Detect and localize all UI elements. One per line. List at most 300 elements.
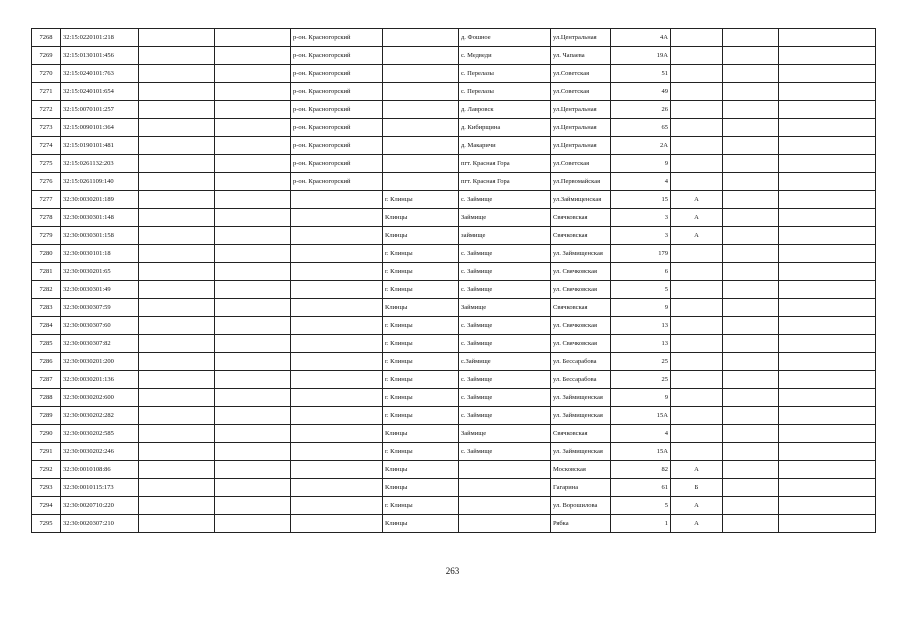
table-row — [32, 173, 876, 191]
empty-cell — [139, 83, 215, 101]
empty-cell — [215, 155, 291, 173]
empty-cell — [139, 515, 215, 533]
empty-cell — [139, 245, 215, 263]
district-cell: р-он. Красногорский — [291, 47, 383, 65]
house-number-cell: 9 — [611, 389, 671, 407]
empty-cell — [779, 515, 876, 533]
empty-cell — [215, 29, 291, 47]
empty-cell — [215, 173, 291, 191]
city-cell: г. Клинцы — [383, 263, 459, 281]
street-cell: Свячковская — [551, 227, 611, 245]
house-number-cell: 19А — [611, 47, 671, 65]
cadastral-number-cell: 32:15:0190101:481 — [61, 137, 139, 155]
cadastral-number-cell: 32:30:0030307:59 — [61, 299, 139, 317]
empty-cell — [779, 281, 876, 299]
empty-cell — [139, 47, 215, 65]
empty-cell — [723, 83, 779, 101]
district-cell — [291, 227, 383, 245]
empty-cell — [723, 515, 779, 533]
street-cell: ул.Советская — [551, 83, 611, 101]
empty-cell — [779, 191, 876, 209]
district-cell: р-он. Красногорский — [291, 119, 383, 137]
house-number-cell: 82 — [611, 461, 671, 479]
letter-cell — [671, 245, 723, 263]
district-cell — [291, 443, 383, 461]
cadastral-number-cell: 32:30:0030201:189 — [61, 191, 139, 209]
empty-cell — [139, 335, 215, 353]
row-number-cell: 7276 — [32, 173, 61, 191]
table-row — [32, 263, 876, 281]
empty-cell — [139, 65, 215, 83]
city-cell: г. Клинцы — [383, 335, 459, 353]
house-number-cell: 49 — [611, 83, 671, 101]
empty-cell — [215, 461, 291, 479]
empty-cell — [215, 497, 291, 515]
street-cell: Свячковская — [551, 425, 611, 443]
settlement-cell: с. Медведи — [459, 47, 551, 65]
empty-cell — [215, 317, 291, 335]
row-number-cell: 7271 — [32, 83, 61, 101]
empty-cell — [139, 191, 215, 209]
table-row — [32, 335, 876, 353]
table-row — [32, 191, 876, 209]
settlement-cell: с. Займище — [459, 263, 551, 281]
empty-cell — [779, 353, 876, 371]
settlement-cell: с. Перелазы — [459, 83, 551, 101]
letter-cell — [671, 371, 723, 389]
city-cell: г. Клинцы — [383, 281, 459, 299]
empty-cell — [723, 65, 779, 83]
row-number-cell: 7289 — [32, 407, 61, 425]
house-number-cell: 1 — [611, 515, 671, 533]
house-number-cell: 4А — [611, 29, 671, 47]
city-cell — [383, 119, 459, 137]
empty-cell — [215, 299, 291, 317]
empty-cell — [723, 245, 779, 263]
settlement-cell: с. Займище — [459, 317, 551, 335]
cadastral-number-cell: 32:30:0030202:246 — [61, 443, 139, 461]
letter-cell — [671, 29, 723, 47]
empty-cell — [215, 353, 291, 371]
house-number-cell: 51 — [611, 65, 671, 83]
settlement-cell: д. Макаричи — [459, 137, 551, 155]
empty-cell — [779, 497, 876, 515]
row-number-cell: 7273 — [32, 119, 61, 137]
letter-cell: А — [671, 461, 723, 479]
cadastral-number-cell: 32:30:0030201:65 — [61, 263, 139, 281]
empty-cell — [139, 425, 215, 443]
empty-cell — [215, 101, 291, 119]
empty-cell — [723, 317, 779, 335]
empty-cell — [723, 137, 779, 155]
cadastral-number-cell: 32:15:0261132:203 — [61, 155, 139, 173]
empty-cell — [215, 209, 291, 227]
house-number-cell: 4 — [611, 425, 671, 443]
street-cell: Гагарина — [551, 479, 611, 497]
empty-cell — [723, 227, 779, 245]
district-cell — [291, 209, 383, 227]
empty-cell — [139, 461, 215, 479]
empty-cell — [139, 479, 215, 497]
district-cell — [291, 245, 383, 263]
empty-cell — [215, 47, 291, 65]
street-cell: ул.Советская — [551, 65, 611, 83]
empty-cell — [779, 317, 876, 335]
empty-cell — [215, 443, 291, 461]
settlement-cell: д. Кибирщина — [459, 119, 551, 137]
street-cell: ул.Советская — [551, 155, 611, 173]
house-number-cell: 5 — [611, 281, 671, 299]
settlement-cell: с. Займище — [459, 335, 551, 353]
empty-cell — [215, 335, 291, 353]
empty-cell — [779, 227, 876, 245]
row-number-cell: 7275 — [32, 155, 61, 173]
district-cell — [291, 515, 383, 533]
settlement-cell: займище — [459, 227, 551, 245]
table-row — [32, 353, 876, 371]
empty-cell — [779, 299, 876, 317]
empty-cell — [723, 497, 779, 515]
district-cell — [291, 497, 383, 515]
city-cell — [383, 101, 459, 119]
empty-cell — [215, 191, 291, 209]
letter-cell — [671, 443, 723, 461]
table-row — [32, 245, 876, 263]
letter-cell — [671, 407, 723, 425]
empty-cell — [723, 191, 779, 209]
cadastral-number-cell: 32:15:0130101:456 — [61, 47, 139, 65]
registry-table — [31, 28, 876, 533]
empty-cell — [723, 155, 779, 173]
street-cell: ул. Займищенская — [551, 407, 611, 425]
settlement-cell: Займище — [459, 425, 551, 443]
empty-cell — [215, 119, 291, 137]
city-cell: Клинцы — [383, 299, 459, 317]
house-number-cell: 3 — [611, 227, 671, 245]
empty-cell — [139, 137, 215, 155]
district-cell: р-он. Красногорский — [291, 83, 383, 101]
table-row — [32, 317, 876, 335]
row-number-cell: 7293 — [32, 479, 61, 497]
empty-cell — [779, 83, 876, 101]
empty-cell — [215, 83, 291, 101]
table-row — [32, 227, 876, 245]
empty-cell — [779, 335, 876, 353]
settlement-cell: пгт. Красная Гора — [459, 173, 551, 191]
empty-cell — [215, 407, 291, 425]
street-cell: ул.Центральная — [551, 101, 611, 119]
cadastral-number-cell: 32:15:0261109:140 — [61, 173, 139, 191]
district-cell — [291, 371, 383, 389]
empty-cell — [139, 389, 215, 407]
table-row — [32, 29, 876, 47]
district-cell — [291, 389, 383, 407]
house-number-cell: 179 — [611, 245, 671, 263]
district-cell — [291, 263, 383, 281]
row-number-cell: 7270 — [32, 65, 61, 83]
table-row — [32, 155, 876, 173]
row-number-cell: 7269 — [32, 47, 61, 65]
empty-cell — [723, 119, 779, 137]
letter-cell — [671, 137, 723, 155]
empty-cell — [779, 29, 876, 47]
house-number-cell: 15А — [611, 407, 671, 425]
street-cell: ул.Центральная — [551, 29, 611, 47]
settlement-cell: с. Перелазы — [459, 65, 551, 83]
row-number-cell: 7280 — [32, 245, 61, 263]
empty-cell — [779, 65, 876, 83]
city-cell: г. Клинцы — [383, 389, 459, 407]
letter-cell — [671, 83, 723, 101]
empty-cell — [723, 281, 779, 299]
cadastral-number-cell: 32:30:0030101:18 — [61, 245, 139, 263]
row-number-cell: 7283 — [32, 299, 61, 317]
cadastral-number-cell: 32:30:0030201:200 — [61, 353, 139, 371]
empty-cell — [723, 101, 779, 119]
table-row — [32, 281, 876, 299]
cadastral-number-cell: 32:30:0030301:148 — [61, 209, 139, 227]
empty-cell — [779, 389, 876, 407]
empty-cell — [215, 227, 291, 245]
empty-cell — [779, 209, 876, 227]
table-row — [32, 515, 876, 533]
settlement-cell: с. Займище — [459, 443, 551, 461]
settlement-cell: Займище — [459, 299, 551, 317]
letter-cell: А — [671, 227, 723, 245]
city-cell: г. Клинцы — [383, 191, 459, 209]
table-row — [32, 371, 876, 389]
letter-cell — [671, 101, 723, 119]
district-cell: р-он. Красногорский — [291, 65, 383, 83]
house-number-cell: 25 — [611, 371, 671, 389]
street-cell: ул. Свячковская — [551, 263, 611, 281]
house-number-cell: 2А — [611, 137, 671, 155]
empty-cell — [779, 47, 876, 65]
empty-cell — [723, 425, 779, 443]
cadastral-number-cell: 32:30:0030301:49 — [61, 281, 139, 299]
empty-cell — [723, 479, 779, 497]
row-number-cell: 7279 — [32, 227, 61, 245]
cadastral-number-cell: 32:30:0030202:600 — [61, 389, 139, 407]
row-number-cell: 7284 — [32, 317, 61, 335]
table-row — [32, 407, 876, 425]
cadastral-number-cell: 32:15:0220101:218 — [61, 29, 139, 47]
cadastral-number-cell: 32:15:0070101:257 — [61, 101, 139, 119]
city-cell: г. Клинцы — [383, 245, 459, 263]
row-number-cell: 7288 — [32, 389, 61, 407]
street-cell: ул. Свячковская — [551, 317, 611, 335]
empty-cell — [779, 407, 876, 425]
house-number-cell: 65 — [611, 119, 671, 137]
row-number-cell: 7272 — [32, 101, 61, 119]
row-number-cell: 7285 — [32, 335, 61, 353]
empty-cell — [779, 461, 876, 479]
empty-cell — [779, 479, 876, 497]
table-row — [32, 119, 876, 137]
empty-cell — [723, 371, 779, 389]
empty-cell — [779, 173, 876, 191]
row-number-cell: 7277 — [32, 191, 61, 209]
empty-cell — [723, 353, 779, 371]
empty-cell — [215, 245, 291, 263]
district-cell — [291, 317, 383, 335]
district-cell — [291, 479, 383, 497]
empty-cell — [139, 407, 215, 425]
empty-cell — [723, 29, 779, 47]
letter-cell — [671, 335, 723, 353]
empty-cell — [723, 263, 779, 281]
settlement-cell: с. Займище — [459, 389, 551, 407]
empty-cell — [215, 281, 291, 299]
settlement-cell — [459, 461, 551, 479]
street-cell: Рябка — [551, 515, 611, 533]
row-number-cell: 7287 — [32, 371, 61, 389]
district-cell — [291, 281, 383, 299]
city-cell: Клинцы — [383, 479, 459, 497]
empty-cell — [215, 371, 291, 389]
cadastral-number-cell: 32:30:0010108:86 — [61, 461, 139, 479]
house-number-cell: 3 — [611, 209, 671, 227]
city-cell — [383, 137, 459, 155]
letter-cell — [671, 155, 723, 173]
city-cell: Клинцы — [383, 425, 459, 443]
letter-cell — [671, 119, 723, 137]
house-number-cell: 25 — [611, 353, 671, 371]
settlement-cell: с.Займище — [459, 353, 551, 371]
table-row — [32, 47, 876, 65]
street-cell: ул.Займищенская — [551, 191, 611, 209]
letter-cell — [671, 281, 723, 299]
cadastral-number-cell: 32:15:0240101:654 — [61, 83, 139, 101]
empty-cell — [723, 389, 779, 407]
letter-cell — [671, 65, 723, 83]
empty-cell — [139, 317, 215, 335]
table-row — [32, 479, 876, 497]
row-number-cell: 7292 — [32, 461, 61, 479]
empty-cell — [139, 353, 215, 371]
house-number-cell: 26 — [611, 101, 671, 119]
empty-cell — [139, 371, 215, 389]
house-number-cell: 61 — [611, 479, 671, 497]
street-cell: ул.Центральная — [551, 119, 611, 137]
empty-cell — [779, 101, 876, 119]
table-row — [32, 137, 876, 155]
district-cell — [291, 335, 383, 353]
cadastral-number-cell: 32:30:0010115:173 — [61, 479, 139, 497]
letter-cell: А — [671, 497, 723, 515]
house-number-cell: 15 — [611, 191, 671, 209]
empty-cell — [723, 407, 779, 425]
city-cell: Клинцы — [383, 461, 459, 479]
cadastral-number-cell: 32:30:0030201:136 — [61, 371, 139, 389]
row-number-cell: 7294 — [32, 497, 61, 515]
empty-cell — [215, 515, 291, 533]
row-number-cell: 7278 — [32, 209, 61, 227]
city-cell: Клинцы — [383, 227, 459, 245]
empty-cell — [215, 479, 291, 497]
settlement-cell: д. Фошное — [459, 29, 551, 47]
house-number-cell: 9 — [611, 299, 671, 317]
city-cell: Клинцы — [383, 515, 459, 533]
row-number-cell: 7282 — [32, 281, 61, 299]
empty-cell — [723, 209, 779, 227]
table-row — [32, 101, 876, 119]
row-number-cell: 7295 — [32, 515, 61, 533]
letter-cell — [671, 389, 723, 407]
empty-cell — [215, 389, 291, 407]
house-number-cell: 9 — [611, 155, 671, 173]
empty-cell — [139, 497, 215, 515]
cadastral-number-cell: 32:30:0030202:282 — [61, 407, 139, 425]
settlement-cell: Займище — [459, 209, 551, 227]
district-cell — [291, 353, 383, 371]
empty-cell — [139, 119, 215, 137]
table-row — [32, 425, 876, 443]
street-cell: Свячковская — [551, 209, 611, 227]
empty-cell — [723, 173, 779, 191]
empty-cell — [139, 173, 215, 191]
empty-cell — [139, 443, 215, 461]
street-cell: ул. Займищенская — [551, 389, 611, 407]
settlement-cell — [459, 479, 551, 497]
settlement-cell — [459, 515, 551, 533]
letter-cell: А — [671, 191, 723, 209]
city-cell: Клинцы — [383, 209, 459, 227]
district-cell — [291, 191, 383, 209]
row-number-cell: 7268 — [32, 29, 61, 47]
cadastral-number-cell: 32:30:0030301:158 — [61, 227, 139, 245]
letter-cell — [671, 353, 723, 371]
city-cell: г. Клинцы — [383, 317, 459, 335]
cadastral-number-cell: 32:30:0030202:585 — [61, 425, 139, 443]
district-cell — [291, 299, 383, 317]
empty-cell — [779, 443, 876, 461]
row-number-cell: 7290 — [32, 425, 61, 443]
letter-cell — [671, 263, 723, 281]
empty-cell — [779, 155, 876, 173]
letter-cell — [671, 317, 723, 335]
street-cell: ул.Центральная — [551, 137, 611, 155]
empty-cell — [215, 65, 291, 83]
empty-cell — [215, 137, 291, 155]
empty-cell — [139, 227, 215, 245]
cadastral-number-cell: 32:30:0030307:82 — [61, 335, 139, 353]
empty-cell — [215, 425, 291, 443]
table-row — [32, 497, 876, 515]
city-cell: г. Клинцы — [383, 353, 459, 371]
city-cell: г. Клинцы — [383, 407, 459, 425]
empty-cell — [723, 335, 779, 353]
city-cell: г. Клинцы — [383, 371, 459, 389]
city-cell: г. Клинцы — [383, 497, 459, 515]
settlement-cell: д. Лавровск — [459, 101, 551, 119]
district-cell: р-он. Красногорский — [291, 155, 383, 173]
city-cell — [383, 83, 459, 101]
cadastral-number-cell: 32:30:0030307:60 — [61, 317, 139, 335]
empty-cell — [723, 461, 779, 479]
district-cell — [291, 407, 383, 425]
row-number-cell: 7291 — [32, 443, 61, 461]
letter-cell: Б — [671, 479, 723, 497]
letter-cell: А — [671, 209, 723, 227]
settlement-cell: пгт. Красная Гора — [459, 155, 551, 173]
cadastral-number-cell: 32:15:0090101:364 — [61, 119, 139, 137]
empty-cell — [139, 29, 215, 47]
empty-cell — [779, 119, 876, 137]
house-number-cell: 15А — [611, 443, 671, 461]
empty-cell — [139, 263, 215, 281]
settlement-cell: с. Займище — [459, 371, 551, 389]
